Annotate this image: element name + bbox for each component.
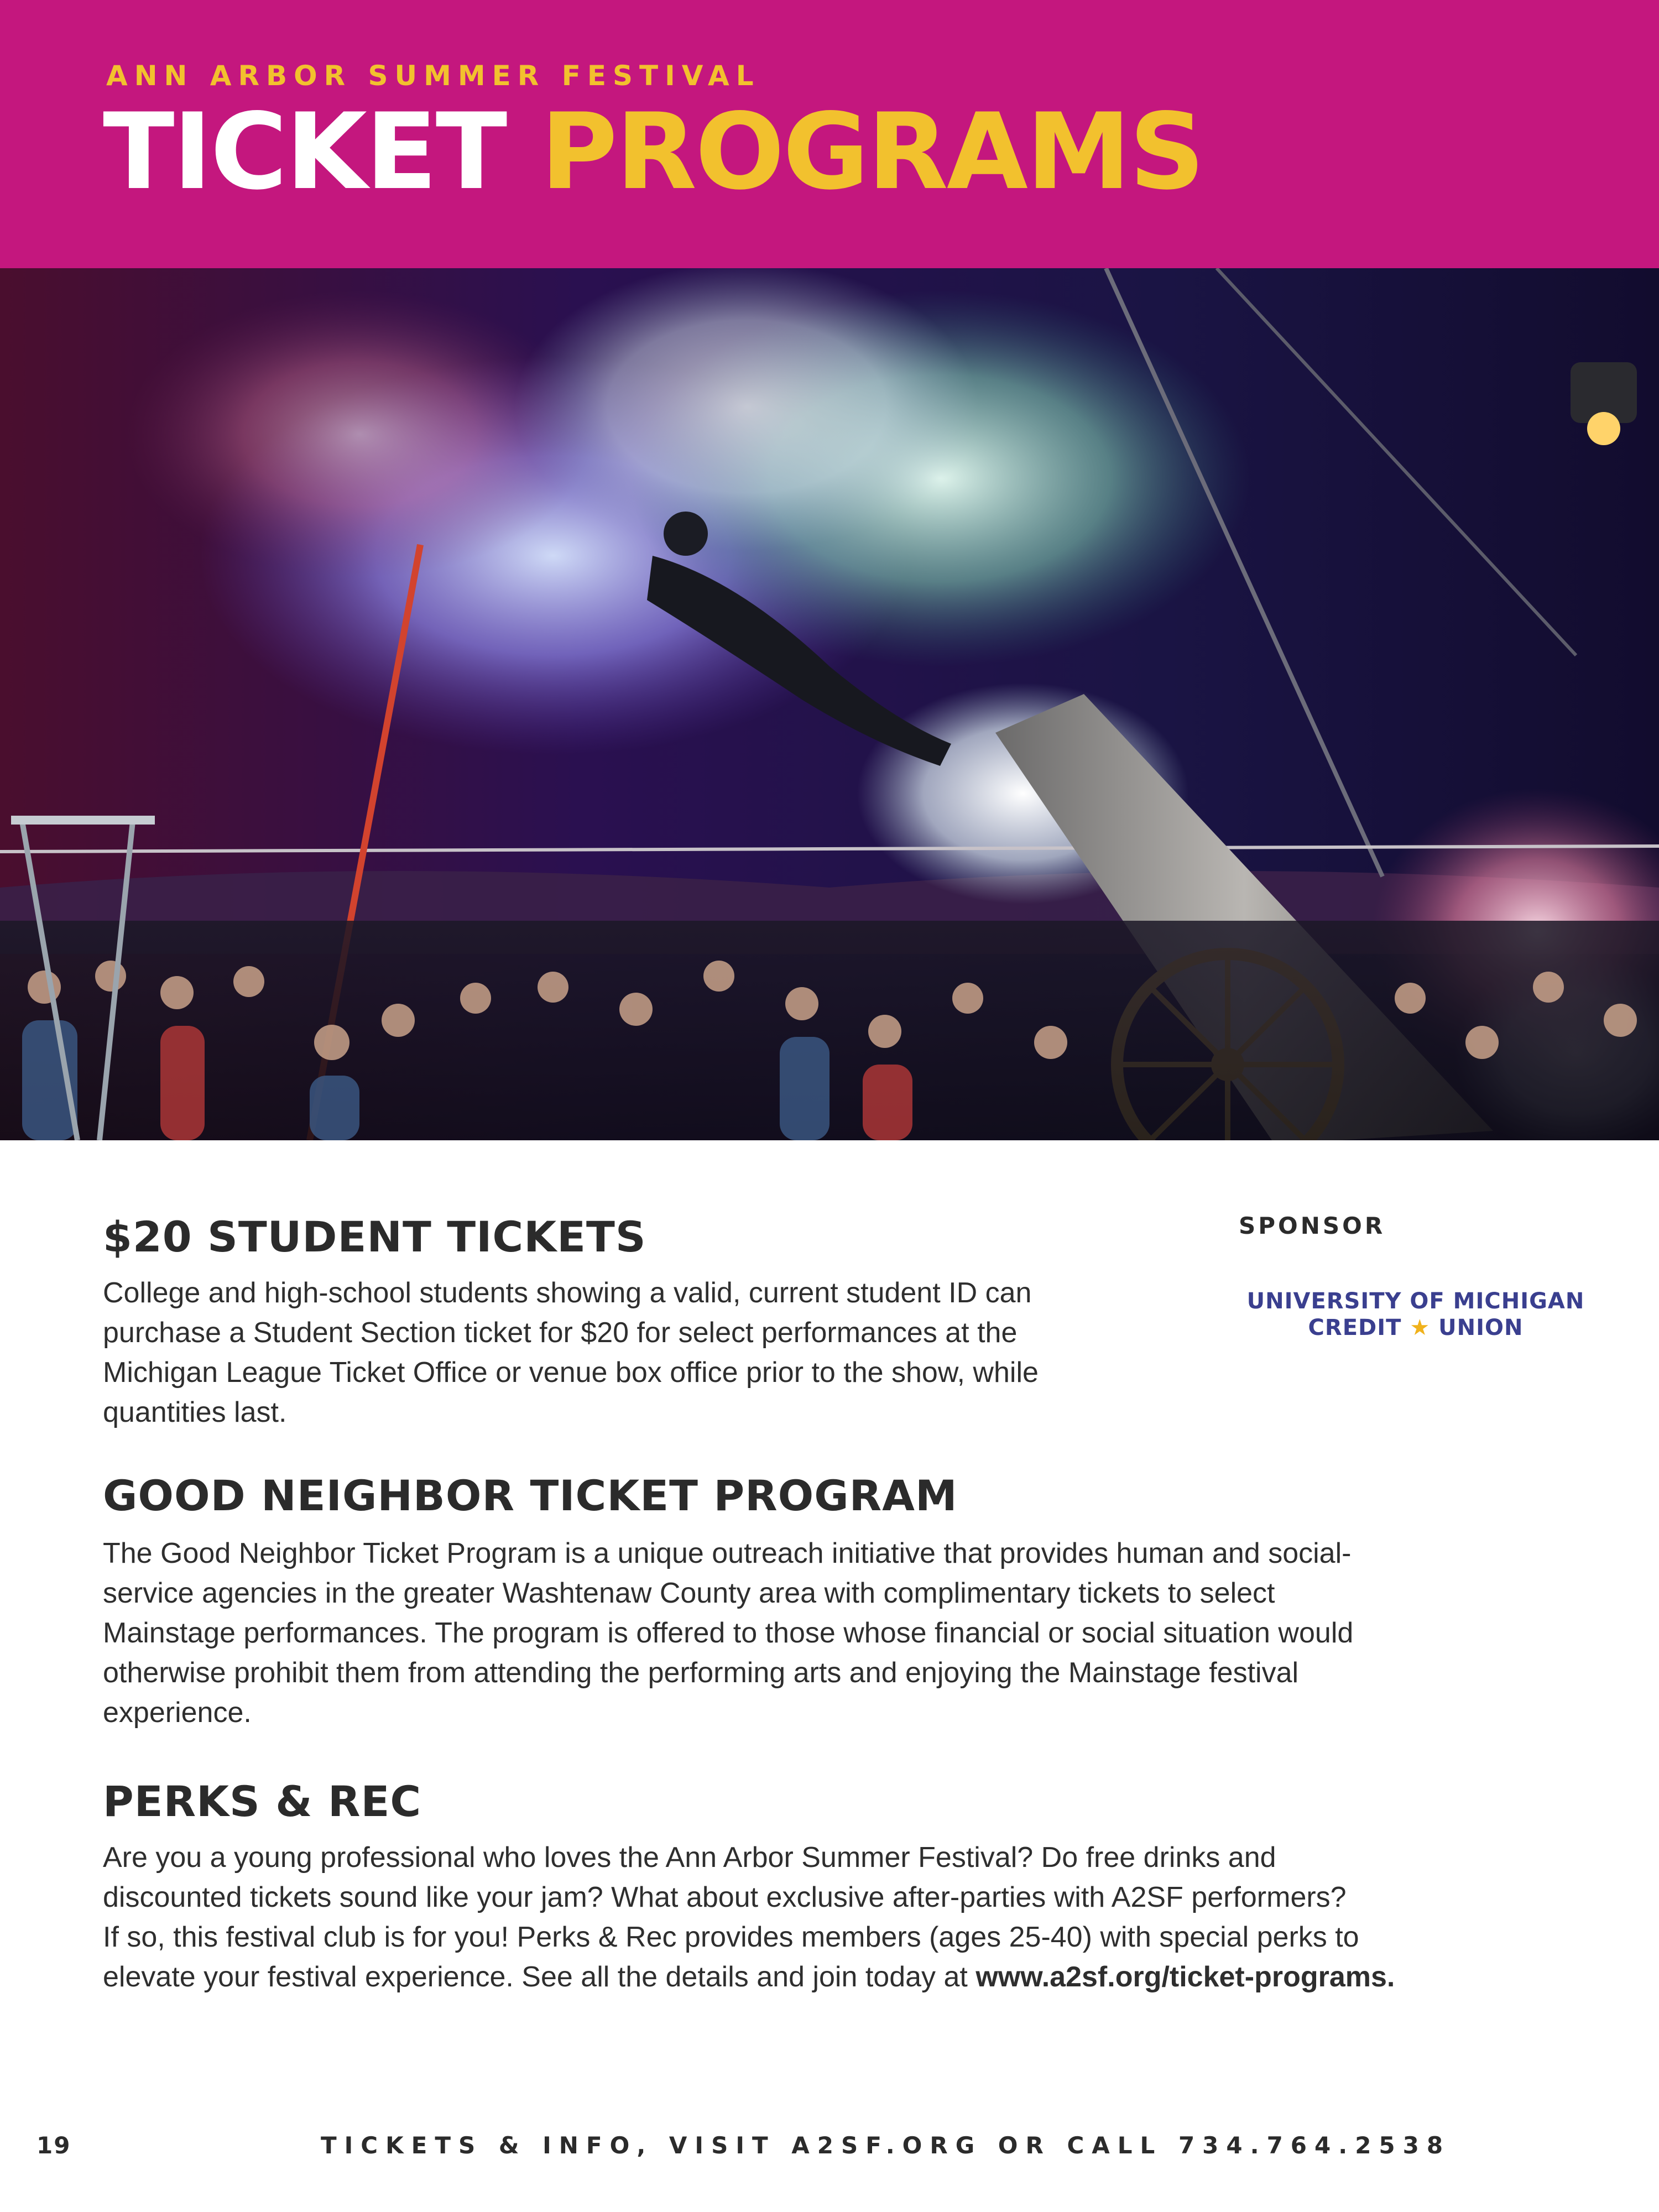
- footer-contact: TICKETS & INFO, VISIT A2SF.ORG OR CALL 734.764.2538: [321, 2132, 1451, 2159]
- section-body-perks-rec: [103, 1838, 1624, 1997]
- section-heading-perks-rec: PERKS & REC: [103, 1777, 422, 1826]
- title-word-programs: PROGRAMS: [540, 91, 1203, 213]
- page-number: 19: [36, 2132, 71, 2159]
- text-line: experience.: [103, 1697, 252, 1729]
- text-line: service agencies in the greater Washtenaw County area with complimentary tickets to select: [103, 1577, 1275, 1609]
- text-line-part: elevate your festival experience. See all the details and join today at: [103, 1961, 976, 1993]
- hero-photo: [0, 268, 1659, 1140]
- text-line: quantities last.: [103, 1396, 287, 1428]
- text-line: The Good Neighbor Ticket Program is a unique outreach initiative that provides human and social-: [103, 1537, 1352, 1569]
- star-icon: ★: [1410, 1315, 1439, 1340]
- human-cannonball-photo: [0, 268, 1659, 1140]
- sponsor-logo-credit: CREDIT: [1308, 1315, 1402, 1340]
- festival-name: ANN ARBOR SUMMER FESTIVAL: [106, 60, 760, 92]
- section-body-student-tickets: [103, 1273, 1209, 1432]
- ticket-programs-link[interactable]: www.a2sf.org/ticket-programs.: [975, 1961, 1395, 1993]
- text-line: discounted tickets sound like your jam? What about exclusive after-parties with A2SF performers?: [103, 1881, 1347, 1913]
- page-title: [103, 91, 1203, 213]
- section-heading-student-tickets: $20 STUDENT TICKETS: [103, 1212, 646, 1261]
- text-line: [103, 1957, 1624, 1997]
- sponsor-label: SPONSOR: [1239, 1212, 1386, 1239]
- text-line: otherwise prohibit them from attending the performing arts and enjoying the Mainstage festival: [103, 1657, 1299, 1689]
- sponsor-logo-line2: [1244, 1315, 1587, 1340]
- sponsor-logo[interactable]: [1244, 1288, 1587, 1344]
- section-heading-good-neighbor: GOOD NEIGHBOR TICKET PROGRAM: [103, 1471, 958, 1520]
- text-line: purchase a Student Section ticket for $20 for select performances at the: [103, 1317, 1018, 1349]
- text-line: College and high-school students showing a valid, current student ID can: [103, 1277, 1032, 1309]
- section-body-good-neighbor: [103, 1533, 1596, 1733]
- title-word-ticket: TICKET: [103, 91, 506, 213]
- sponsor-logo-line1: UNIVERSITY OF MICHIGAN: [1246, 1288, 1585, 1314]
- text-line: Are you a young professional who loves the Ann Arbor Summer Festival? Do free drinks and: [103, 1841, 1276, 1874]
- sponsor-logo-union: UNION: [1438, 1315, 1524, 1340]
- text-line: If so, this festival club is for you! Perks & Rec provides members (ages 25-40) with special perks to: [103, 1921, 1359, 1953]
- text-line: Mainstage performances. The program is offered to those whose financial or social situation would: [103, 1617, 1354, 1649]
- header-banner: [0, 0, 1659, 268]
- text-line: Michigan League Ticket Office or venue box office prior to the show, while: [103, 1357, 1039, 1389]
